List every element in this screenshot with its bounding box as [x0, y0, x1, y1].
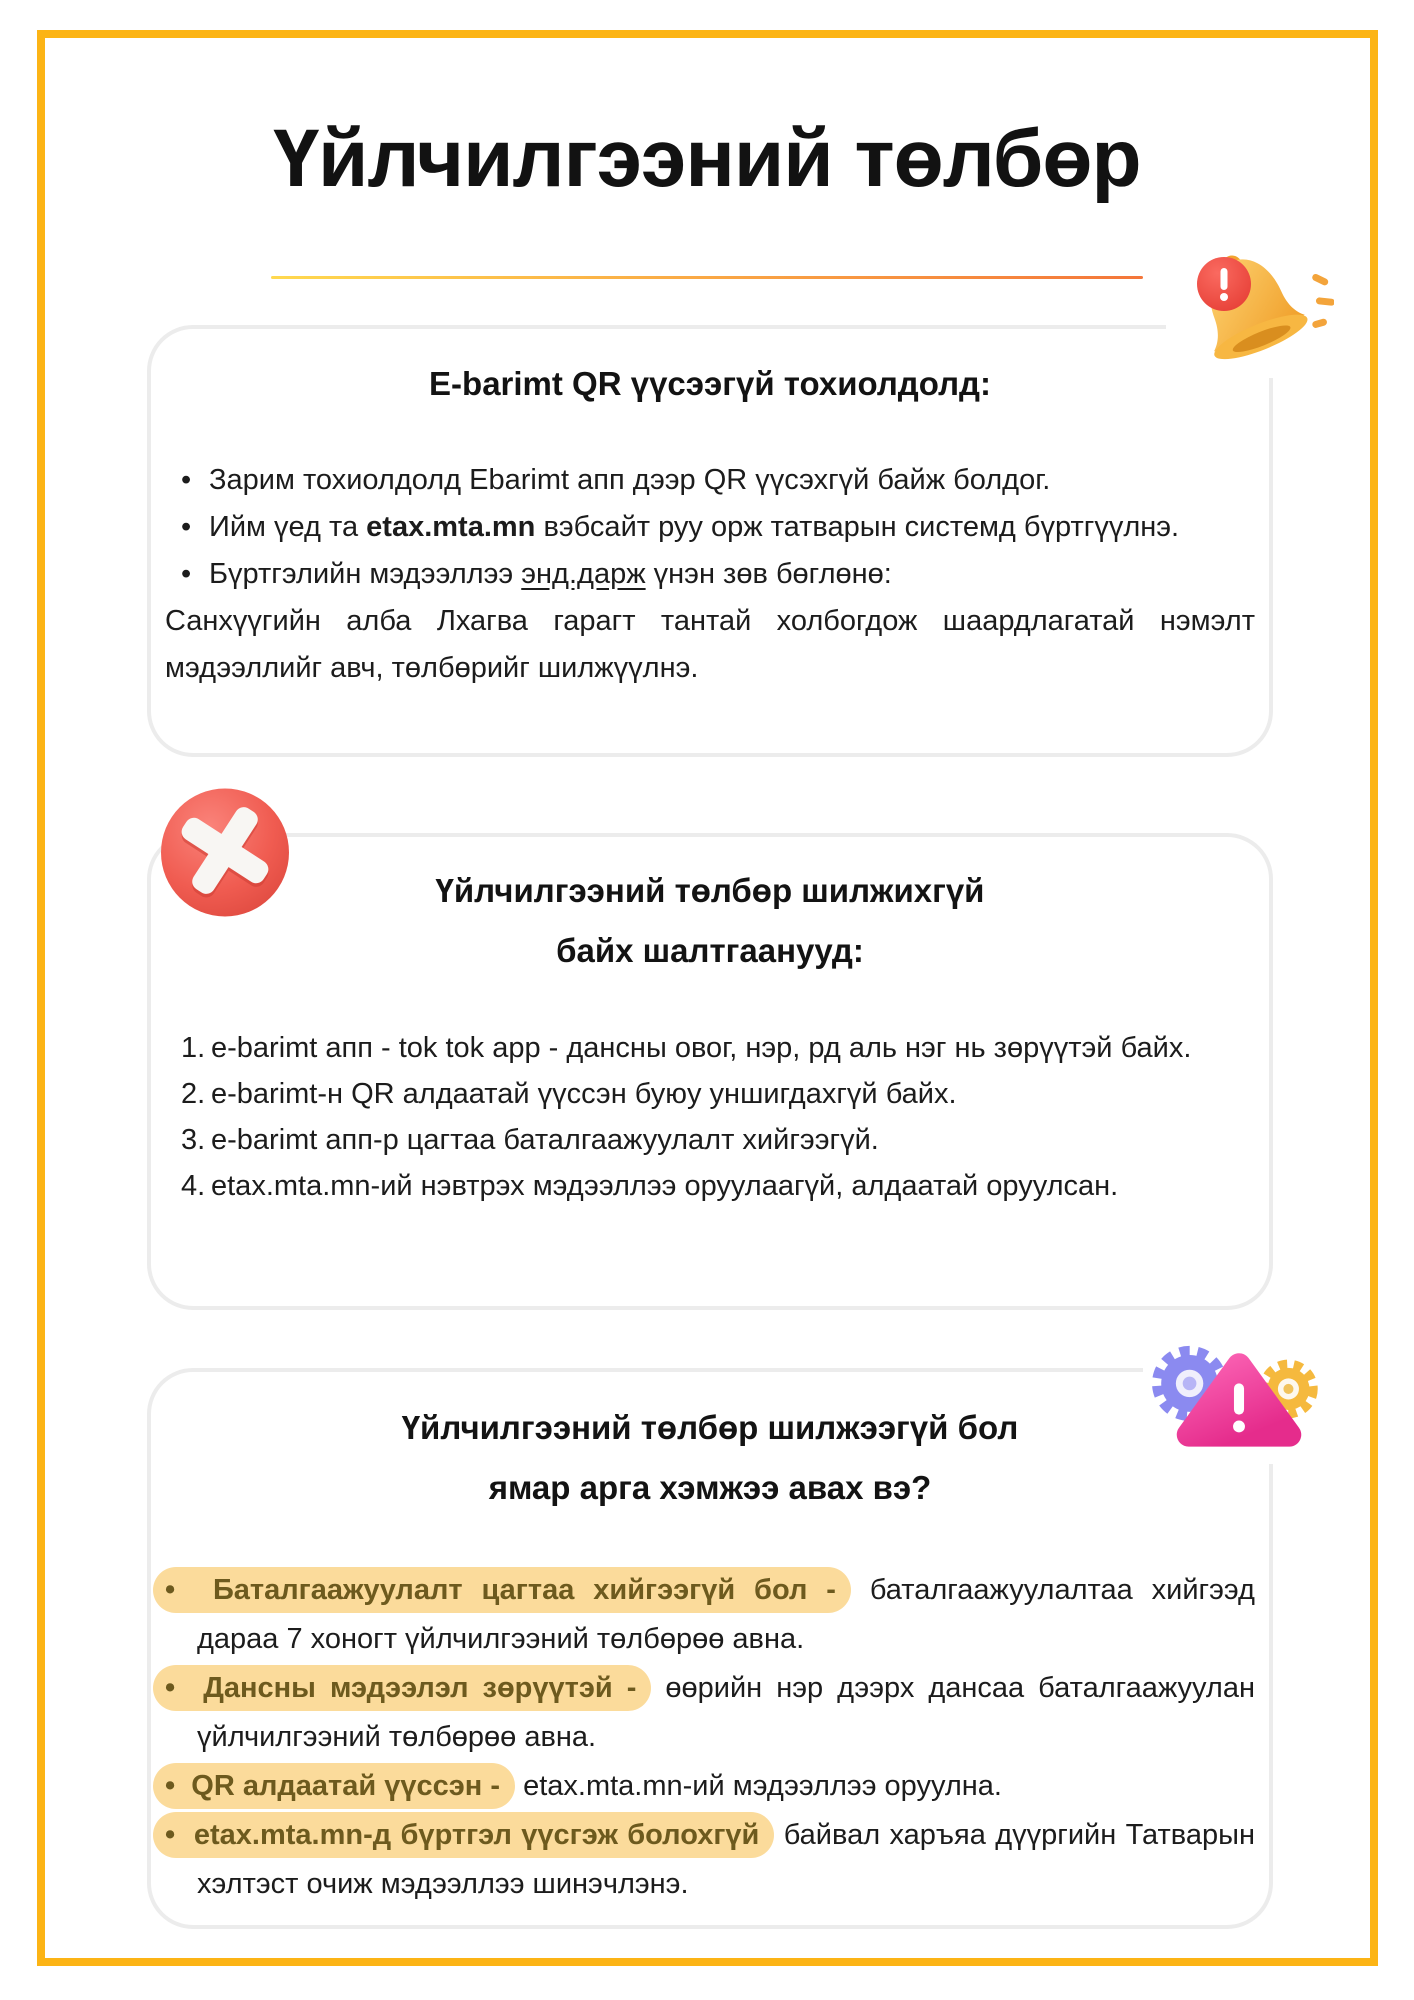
card-actions-to-take [147, 1368, 1273, 1929]
list-item [165, 1071, 1255, 1117]
text-segment: Бүртгэлийн мэдээллээ [209, 558, 522, 590]
warning-gears-icon [1143, 1334, 1335, 1464]
text-segment: байвал харъяа дүүргийн Татварын хэлтэст очиж мэдээллээ шинэчлэнэ. [197, 1819, 1255, 1900]
website-name: etax.mta.mn [366, 511, 536, 543]
item-number: 2. [181, 1078, 206, 1110]
highlight-item [165, 1811, 1255, 1909]
highlight-item [165, 1566, 1255, 1664]
cross-circle-icon [155, 778, 295, 923]
item-number: 4. [181, 1170, 206, 1202]
card-ebarimt-qr [147, 325, 1273, 757]
title-line: Үйлчилгээний төлбөр шилжээгүй бол [401, 1409, 1019, 1446]
list-item [165, 551, 1255, 598]
title-line: Үйлчилгээний төлбөр шилжихгүй [435, 872, 985, 909]
list-item [165, 504, 1255, 551]
highlight-text: • QR алдаатай үүссэн - [153, 1763, 515, 1809]
highlight-text: • Дансны мэдээлэл зөрүүтэй - [153, 1665, 651, 1711]
text-segment: өөрийн нэр дээрх дансаа баталгаажуулан үйлчилгээний төлбөрөө авна. [197, 1672, 1255, 1753]
list-item [165, 1163, 1255, 1209]
alert-badge-icon [1197, 257, 1251, 311]
bell-alert-icon [1166, 210, 1334, 378]
text-segment: e-barimt-н QR алдаатай үүссэн буюу уншигдахгүй байх. [211, 1078, 957, 1110]
text-segment: etax.mta.mn-ий нэвтрэх мэдээллээ оруулаагүй, алдаатай оруулсан. [211, 1170, 1119, 1202]
text-segment: вэбсайт руу орж татварын системд бүртгүүлнэ. [535, 511, 1180, 543]
page-title: Үйлчилгээний төлбөр [273, 113, 1141, 204]
text-segment: үнэн зөв бөглөнө: [645, 558, 892, 590]
numbered-list [165, 1025, 1255, 1223]
item-number: 1. [181, 1032, 206, 1064]
card-transfer-fail-reasons [147, 833, 1273, 1310]
text-segment: Ийм үед та [209, 511, 367, 543]
highlight-text: • Баталгаажуулалт цагтаа хийгээгүй бол - [153, 1567, 851, 1613]
bullet-list [165, 457, 1255, 598]
list-item [165, 457, 1255, 504]
highlight-item [165, 1762, 1255, 1811]
highlight-item [165, 1664, 1255, 1762]
error-cross-icon [155, 778, 295, 923]
title-line: ямар арга хэмжээ авах вэ? [488, 1469, 932, 1506]
text-segment: e-barimt апп-р цагтаа баталгаажуулалт хийгээгүй. [211, 1124, 879, 1156]
list-item [165, 1025, 1255, 1071]
highlight-text: • etax.mta.mn-д бүртгэл үүсгэж болохгүй [153, 1812, 774, 1858]
click-here-link[interactable]: энд.дарж [521, 558, 646, 590]
highlight-list [165, 1566, 1255, 1925]
text-segment: etax.mta.mn-ий мэдээллээ оруулна. [515, 1770, 1002, 1802]
text-segment: Зарим тохиолдолд Ebarimt апп дээр QR үүсэхгүй байж болдог. [209, 464, 1051, 496]
bell-icon [1166, 210, 1334, 378]
card-title: E-barimt QR үүсээгүй тохиолдолд: [429, 365, 991, 402]
list-item [165, 1117, 1255, 1163]
card-footer-text: Санхүүгийн алба Лхагва гарагт тантай холбогдож шаардлагатай нэмэлт мэдээллийг авч, төлбөрийг шилжүүлнэ. [165, 605, 1255, 684]
card-title [165, 837, 1255, 981]
title-divider [271, 276, 1143, 279]
text-segment: e-barimt апп - tok tok app - дансны овог, нэр, рд аль нэг нь зөрүүтэй байх. [211, 1032, 1192, 1064]
title-line: байх шалтгаанууд: [556, 932, 864, 969]
warning-triangle-icon [1143, 1334, 1335, 1464]
text-segment: баталгаажуулалтаа хийгээд дараа 7 хоногт үйлчилгээний төлбөрөө авна. [197, 1574, 1255, 1655]
item-number: 3. [181, 1124, 206, 1156]
sound-waves-icon [1311, 273, 1334, 329]
card-title [165, 1372, 1255, 1518]
